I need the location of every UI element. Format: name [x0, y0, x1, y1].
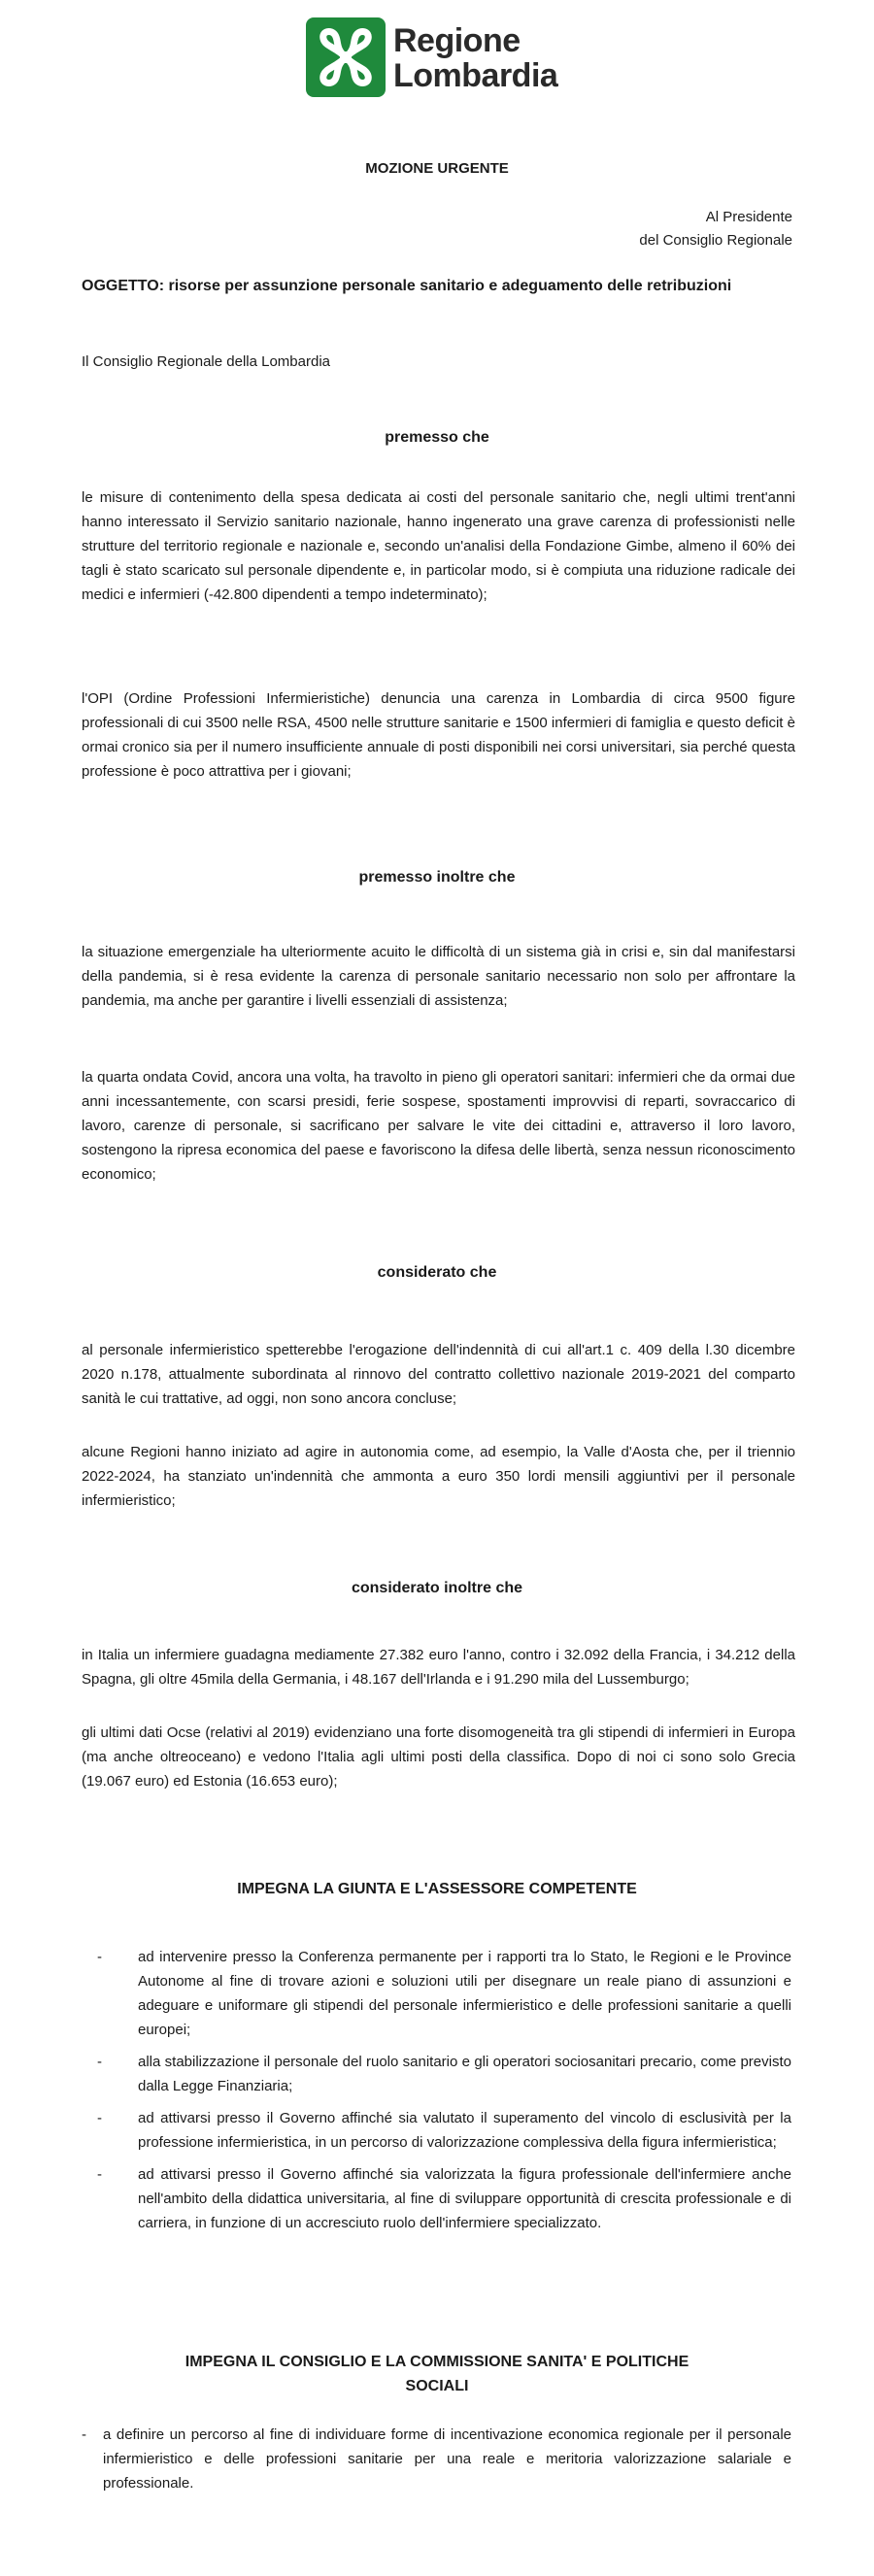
paragraph: le misure di contenimento della spesa dedicata ai costi del personale sanitario che, negli ultimi trent'anni hanno interessato il Servizio sanitario nazionale, hanno ingenerato una grave carenza di professionisti nelle strutture del territorio regionale e nazionale e, secondo un'analisi della Fondazione Gimbe, almeno il 60% dei tagli è stato scaricato sul personale dipendente e, in particolar modo, si è compiuta una riduzione radicale dei medici e infermieri (-42.800 dipendenti a tempo indeterminato); [82, 489, 795, 603]
logo-text-line1: Regione [393, 22, 521, 59]
paragraph: in Italia un infermiere guadagna mediamente 27.382 euro l'anno, contro i 32.092 della Francia, i 34.212 della Spagna, gli oltre 45mila della Germania, i 48.167 dell'Irlanda e i 91.290 mila del Lussemburgo; [82, 1647, 795, 1688]
intro-line: Il Consiglio Regionale della Lombardia [82, 353, 330, 370]
regione-lombardia-logo [306, 17, 588, 97]
commitment-title-giunta: IMPEGNA LA GIUNTA E L'ASSESSORE COMPETENTE [237, 1881, 637, 1897]
addressee-line1: Al Presidente [705, 209, 792, 225]
list-item [97, 1945, 791, 2042]
subject: OGGETTO: risorse per assunzione personale sanitario e adeguamento delle retribuzioni [82, 278, 732, 294]
commitment-list-giunta [97, 1945, 791, 2243]
list-item [97, 2050, 791, 2098]
list-item [97, 2162, 791, 2235]
bullet-marker: - [82, 2426, 86, 2443]
list-item-text: ad intervenire presso la Conferenza permanente per i rapporti tra lo Stato, le Regioni e le Province Autonome al fine di trovare azioni e soluzioni utili per disegnare un reale piano di assunzioni e adeguare e uniformare gli stipendi del personale infermieristico e delle professioni sanitarie a quelli europei; [138, 1949, 791, 2038]
addressee-line2: del Consiglio Regionale [639, 232, 792, 249]
paragraph: al personale infermieristico spetterebbe l'erogazione dell'indennità di cui all'art.1 c. 409 della l.30 dicembre 2020 n.178, attualmente subordinata al rinnovo del contratto collettivo nazionale 2019-2021 del comparto sanità le cui trattative, ad oggi, non sono ancora concluse; [82, 1342, 795, 1407]
bullet-marker: - [97, 2054, 102, 2070]
document-heading: MOZIONE URGENTE [365, 160, 509, 177]
paragraph: gli ultimi dati Ocse (relativi al 2019) evidenziano una forte disomogeneità tra gli stipendi di infermieri in Europa (ma anche oltreoceano) e vedono l'Italia agli ultimi posti della classifica. Dopo di noi ci sono solo Grecia (19.067 euro) ed Estonia (16.653 euro); [82, 1724, 795, 1790]
logo-mark-icon [306, 17, 386, 97]
bullet-marker: - [97, 2166, 102, 2183]
commitment-title-line1: IMPEGNA IL CONSIGLIO E LA COMMISSIONE SANITA' E POLITICHE [185, 2354, 689, 2370]
paragraph: l'OPI (Ordine Professioni Infermieristiche) denuncia una carenza in Lombardia di circa 9500 figure professionali di cui 3500 nelle RSA, 4500 nelle strutture sanitarie e 1500 infermieri di famiglia e questo deficit è ormai cronico sia per il numero insufficiente annuale di posti disponibili nei corsi universitari, sia perché questa professione è poco attrattiva per i giovani; [82, 690, 795, 780]
addressee [639, 206, 792, 252]
commitment-list-consiglio [82, 2423, 791, 2503]
list-item-text: ad attivarsi presso il Governo affinché sia valorizzata la figura professionale dell'infermiere anche nell'ambito della didattica universitaria, al fine di sviluppare opportunità di crescita professionale e di carriera, in funzione di un accresciuto ruolo dell'infermiere specializzato. [138, 2166, 791, 2231]
commitment-title-consiglio [0, 2350, 874, 2398]
list-item-text: a definire un percorso al fine di individuare forme di incentivazione economica regionale per il personale infermieristico e delle professioni sanitarie per una reale e meritoria valorizzazione salariale e professionale. [103, 2426, 791, 2492]
paragraph: la situazione emergenziale ha ulteriormente acuito le difficoltà di un sistema già in crisi e, sin dal manifestarsi della pandemia, si è resa evidente la carenza di personale sanitario necessario non solo per affrontare la pandemia, ma anche per garantire i livelli essenziali di assistenza; [82, 944, 795, 1009]
list-item [82, 2423, 791, 2495]
paragraph: alcune Regioni hanno iniziato ad agire in autonomia come, ad esempio, la Valle d'Aosta che, per il triennio 2022-2024, ha stanziato un'indennità che ammonta a euro 350 lordi mensili aggiuntivi per il personale infermieristico; [82, 1444, 795, 1509]
logo-text-line2: Lombardia [393, 57, 558, 94]
section-title-premesso: premesso che [385, 429, 489, 446]
list-item-text: ad attivarsi presso il Governo affinché sia valutato il superamento del vincolo di esclusività per la professione infermieristica, in un percorso di valorizzazione complessiva della figura infermieristica; [138, 2110, 791, 2151]
section-title-considerato-inoltre: considerato inoltre che [351, 1580, 523, 1596]
list-item [97, 2106, 791, 2155]
bullet-marker: - [97, 2110, 102, 2126]
logo-text [393, 23, 557, 93]
section-title-premesso-inoltre: premesso inoltre che [358, 869, 516, 886]
paragraph: la quarta ondata Covid, ancora una volta, ha travolto in pieno gli operatori sanitari: infermieri che da ormai due anni incessantemente, con scarsi presidi, ferie sospese, spostamenti improvvisi di reparti, sovraccarico di lavoro, carenze di personale, si sacrificano per salvare le vite dei cittadini e, attraverso il loro lavoro, sostengono la ripresa economica del paese e favoriscono la difesa delle libertà, senza nessun riconoscimento economico; [82, 1069, 795, 1183]
commitment-title-line2: SOCIALI [405, 2378, 469, 2394]
bullet-marker: - [97, 1949, 102, 1965]
section-title-considerato: considerato che [377, 1264, 497, 1281]
list-item-text: alla stabilizzazione il personale del ruolo sanitario e gli operatori sociosanitari precario, come previsto dalla Legge Finanziaria; [138, 2054, 791, 2094]
